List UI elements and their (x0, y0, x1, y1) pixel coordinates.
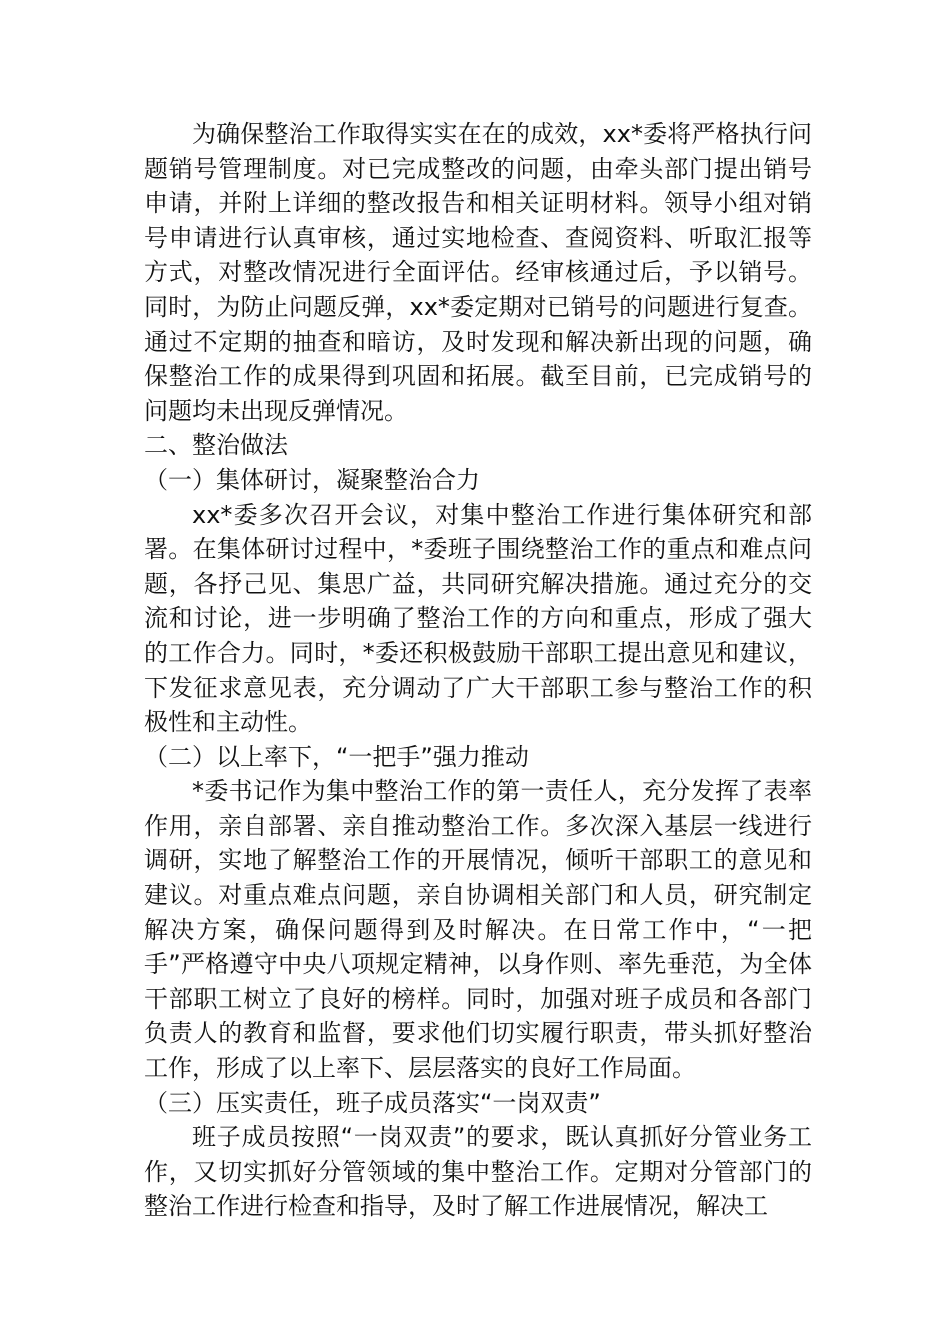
subheading-leader-example: （二）以上率下，“一把手”强力推动 (144, 742, 529, 771)
subheading-collective-discussion: （一）集体研讨，凝聚整治合力 (144, 465, 480, 494)
document-page (144, 117, 812, 1224)
paragraph-responsibility: 班子成员按照“一岗双责”的要求，既认真抓好分管业务工作，又切实抓好分管领域的集中整治工作。定期对分管部门的整治工作进行检查和指导，及时了解工作进展情况，解决工 (144, 1123, 812, 1221)
paragraph-problem-closure: 为确保整治工作取得实实在在的成效，xx*委将严格执行问题销号管理制度。对已完成整改的问题，由牵头部门提出销号申请，并附上详细的整改报告和相关证明材料。领导小组对销号申请进行认真审核，通过实地检查、查阅资料、听取汇报等方式，对整改情况进行全面评估。经审核通过后，予以销号。同时，为防止问题反弹，xx*委定期对已销号的问题进行复查。通过不定期的抽查和暗访，及时发现和解决新出现的问题，确保整治工作的成果得到巩固和拓展。截至目前，已完成销号的问题均未出现反弹情况。 (144, 120, 812, 425)
paragraph-collective-discussion: xx*委多次召开会议，对集中整治工作进行集体研究和部署。在集体研讨过程中，*委班子围绕整治工作的重点和难点问题，各抒己见、集思广益，共同研究解决措施。通过充分的交流和讨论，进一步明确了整治工作的方向和重点，形成了强大的工作合力。同时，*委还积极鼓励干部职工提出意见和建议，下发征求意见表，充分调动了广大干部职工参与整治工作的积极性和主动性。 (144, 500, 812, 737)
section-heading-rectification-methods: 二、整治做法 (144, 431, 288, 460)
subheading-responsibility: （三）压实责任，班子成员落实“一岗双责” (144, 1088, 601, 1117)
paragraph-leader-example: *委书记作为集中整治工作的第一责任人，充分发挥了表率作用，亲自部署、亲自推动整治工作。多次深入基层一线进行调研，实地了解整治工作的开展情况，倾听干部职工的意见和建议。对重点难点问题，亲自协调相关部门和人员，研究制定解决方案，确保问题得到及时解决。在日常工作中，“一把手”严格遵守中央八项规定精神，以身作则、率先垂范，为全体干部职工树立了良好的榜样。同时，加强对班子成员和各部门负责人的教育和监督，要求他们切实履行职责，带头抓好整治工作，形成了以上率下、层层落实的良好工作局面。 (144, 777, 812, 1083)
